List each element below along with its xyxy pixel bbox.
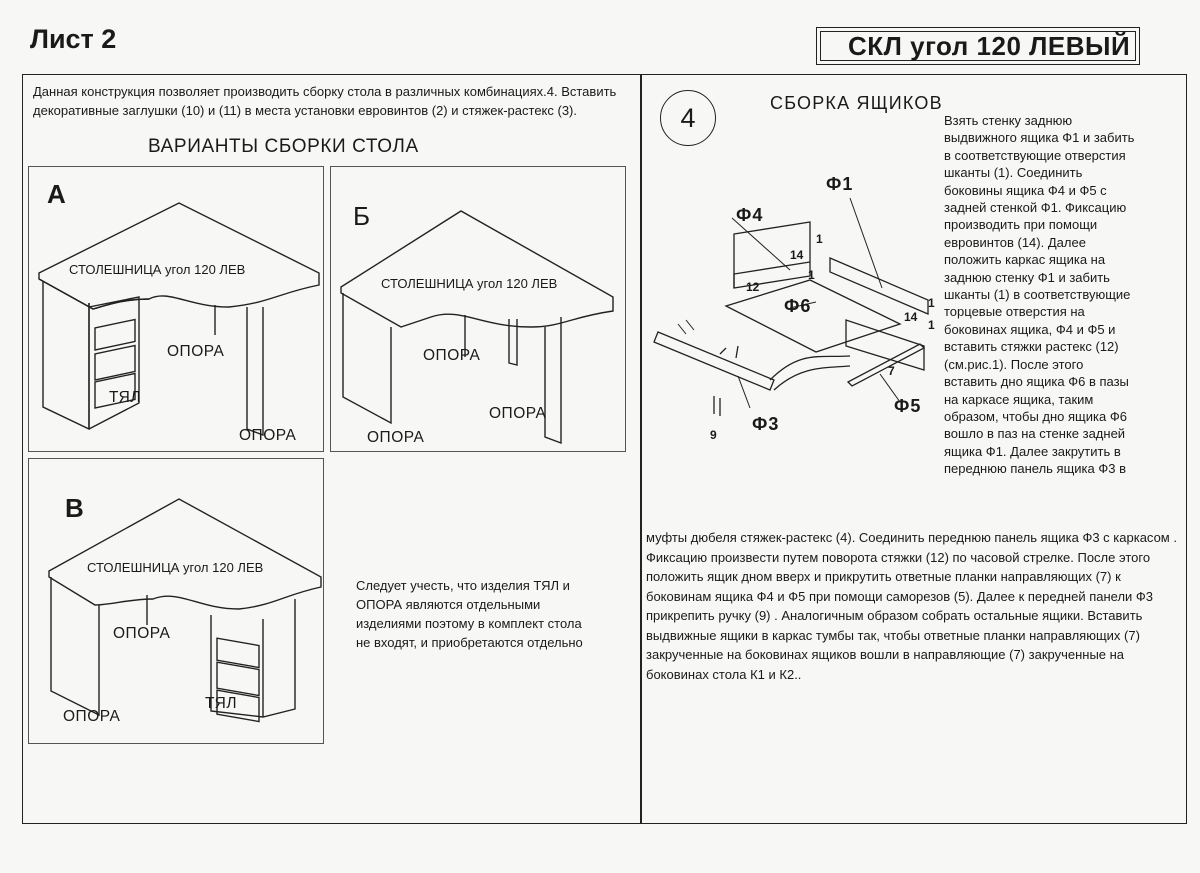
- label-9: 9: [710, 428, 717, 442]
- label-f1: Ф1: [826, 174, 854, 194]
- variant-v-support1: ОПОРА: [113, 625, 171, 642]
- label-f6: Ф6: [784, 296, 812, 316]
- variant-a-support2: ОПОРА: [239, 427, 297, 444]
- label-1b: 1: [808, 268, 815, 282]
- instructions-column: Взять стенку заднюю выдвижного ящика Ф1 и забить в соответствующие отверстия шканты (1). Соединить боковины ящика Ф4 и Ф5 с задней стенкой Ф1. Фиксацию производить при помощи евровинтов (14). Далее положить каркас ящика на заднюю стенку Ф1 и забить шканты (1) в соответствующие торцевые отверстия на боковинах ящика, Ф4 и Ф5 и вставить стяжки растекс (12) (см.рис.1). После этого вставить дно ящика Ф6 в пазы на каркасе ящика, таким образом, чтобы дно ящика Ф6 вошло в паз на стенке задней ящика Ф1. Далее закрутить в переднюю панель ящика Ф3 в: [944, 113, 1135, 477]
- variant-a-letter: А: [47, 179, 67, 209]
- variant-b-support3: ОПОРА: [367, 429, 425, 446]
- document-title: СКЛ угол 120 ЛЕВЫЙ: [848, 31, 1131, 61]
- instructions-full: муфты дюбеля стяжек-растекс (4). Соединить переднюю панель ящика Ф3 с каркасом . Фиксацию произвести путем поворота стяжки (12) по часовой стрелке. После этого положить ящик дном вверх и прикрутить ответные планки направляющих (7) к боковинам ящика Ф4 и Ф5 при помощи саморезов (5). Далее к передней панели Ф3 прикрепить ручку (9) . Аналогичным образом собрать остальные ящики. Вставить выдвижные ящики в каркас тумбы так, чтобы ответные планки направляющих (7) закрученные на боковинах ящиков вошли в направляющие (7) закрученные на боковинах стола К1 и К2..: [646, 530, 1177, 682]
- step-title: СБОРКА ЯЩИКОВ: [770, 93, 943, 113]
- label-14a: 14: [790, 248, 804, 262]
- label-f4: Ф4: [736, 205, 764, 225]
- variant-a-drawers: ТЯЛ: [109, 389, 141, 406]
- note-text: Следует учесть, что изделия ТЯЛ и ОПОРА являются отдельными изделиями поэтому в комплект стола не входят, и приобретаются отдельно: [356, 578, 583, 650]
- variant-a-drawing: [29, 167, 325, 453]
- variant-b-tabletop: СТОЛЕШНИЦА угол 120 ЛЕВ: [381, 276, 558, 291]
- variants-title: ВАРИАНТЫ СБОРКИ СТОЛА: [148, 136, 419, 157]
- intro-text: Данная конструкция позволяет производить сборку стола в различных комбинациях.4. Вставить декоративные заглушки (10) и (11) в места установки евровинтов (2) и стяжек-растекс (3).: [33, 84, 617, 118]
- label-1d: 1: [928, 318, 935, 332]
- step-number: 4: [660, 90, 716, 146]
- variant-v-panel: [28, 458, 324, 744]
- variant-a-tabletop: СТОЛЕШНИЦА угол 120 ЛЕВ: [69, 262, 246, 277]
- variant-a-support1: ОПОРА: [167, 343, 225, 360]
- label-f3: Ф3: [752, 414, 780, 434]
- label-1a: 1: [816, 232, 823, 246]
- variant-b-support1: ОПОРА: [423, 347, 481, 364]
- sheet-number: Лист 2: [30, 24, 117, 54]
- variant-b-letter: Б: [353, 201, 371, 231]
- variant-a-panel: [28, 166, 324, 452]
- variant-v-tabletop: СТОЛЕШНИЦА угол 120 ЛЕВ: [87, 560, 264, 575]
- variant-b-panel: [330, 166, 626, 452]
- label-1c: 1: [928, 296, 935, 310]
- variant-v-letter: В: [65, 493, 84, 523]
- variant-b-support2: ОПОРА: [489, 405, 547, 422]
- column-divider: [640, 74, 642, 824]
- variant-b-drawing: [331, 167, 627, 453]
- label-12: 12: [746, 280, 760, 294]
- label-f5: Ф5: [894, 396, 922, 416]
- variant-v-drawers: ТЯЛ: [205, 695, 237, 712]
- label-7: 7: [888, 364, 895, 378]
- variant-v-support2: ОПОРА: [63, 708, 121, 725]
- label-14b: 14: [904, 310, 918, 324]
